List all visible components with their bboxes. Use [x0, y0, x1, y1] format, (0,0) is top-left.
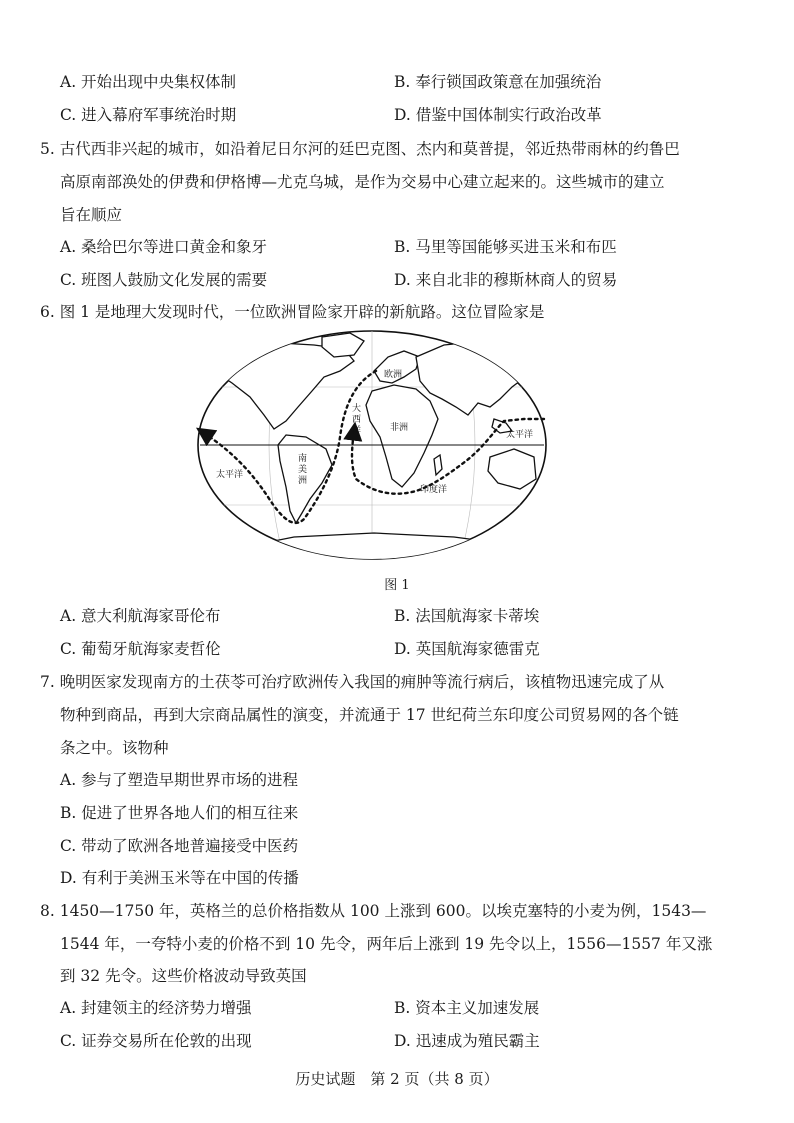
map-label-atlantic-1: 大: [352, 404, 362, 414]
q5-option-d: D. 来自北非的穆斯林商人的贸易: [394, 271, 618, 289]
q6-option-b: B. 法国航海家卡蒂埃: [394, 607, 540, 625]
figure-caption: 图 1: [384, 578, 410, 593]
q8-stem-line-1: 8. 1450—1750 年，英格兰的总价格指数从 100 上涨到 600。以埃克塞特的小麦为例，1543—: [40, 902, 707, 920]
map-label-indian-ocean: 印度洋: [420, 485, 448, 495]
q7-stem-line-3: 条之中。该物种: [60, 739, 169, 757]
q8-option-c: C. 证券交易所在伦敦的出现: [60, 1032, 252, 1050]
q7-option-d: D. 有利于美洲玉米等在中国的传播: [60, 869, 299, 887]
q4-option-c: C. 进入幕府军事统治时期: [60, 106, 237, 124]
map-label-atlantic-2: 西: [352, 415, 362, 425]
q5-option-b: B. 马里等国能够买进玉米和布匹: [394, 238, 617, 256]
q4-option-d: D. 借鉴中国体制实行政治改革: [394, 106, 602, 124]
q8-stem-line-2: 1544 年，一夸特小麦的价格不到 10 先令，两年后上涨到 19 先令以上，1556—1557 年又涨: [60, 935, 713, 953]
q5-stem-line-2: 高原南部涣处的伊费和伊格博—尤克乌城，是作为交易中心建立起来的。这些城市的建立: [60, 173, 665, 191]
q8-option-b: B. 资本主义加速发展: [394, 999, 540, 1017]
q4-option-a: A. 开始出现中央集权体制: [60, 73, 237, 91]
page-footer: 历史试题 第 2 页（共 8 页）: [295, 1070, 499, 1088]
q6-option-c: C. 葡萄牙航海家麦哲伦: [60, 640, 221, 658]
map-label-africa: 非洲: [390, 423, 409, 433]
q7-option-b: B. 促进了世界各地人们的相互往来: [60, 804, 299, 822]
q8-option-a: A. 封建领主的经济势力增强: [60, 999, 252, 1017]
q8-option-d: D. 迅速成为殖民霸主: [394, 1032, 540, 1050]
q7-stem-line-2: 物种到商品，再到大宗商品属性的演变，并流通于 17 世纪荷兰东印度公司贸易网的各个链: [60, 706, 679, 724]
q5-option-c: C. 班图人鼓励文化发展的需要: [60, 271, 268, 289]
map-label-europe: 欧洲: [384, 370, 403, 380]
map-label-south-america-2: 美: [298, 465, 308, 475]
map-label-pacific-right: 太平洋: [506, 430, 534, 440]
q4-option-b: B. 奉行锁国政策意在加强统治: [394, 73, 602, 91]
world-map-figure: [194, 327, 554, 567]
map-label-south-america-1: 南: [298, 454, 308, 464]
map-label-south-america-3: 洲: [298, 476, 308, 486]
q8-stem-line-3: 到 32 先令。这些价格波动导致英国: [60, 967, 307, 985]
q7-option-c: C. 带动了欧洲各地普遍接受中医药: [60, 837, 299, 855]
q6-stem: 6. 图 1 是地理大发现时代，一位欧洲冒险家开辟的新航路。这位冒险家是: [40, 303, 545, 321]
q5-option-a: A. 桑给巴尔等进口黄金和象牙: [60, 238, 268, 256]
q5-stem-line-3: 旨在顺应: [60, 206, 123, 224]
q7-option-a: A. 参与了塑造早期世界市场的进程: [60, 771, 299, 789]
q6-option-d: D. 英国航海家德雷克: [394, 640, 540, 658]
q7-stem-line-1: 7. 晚明医家发现南方的土茯苓可治疗欧洲传入我国的痈肿等流行病后，该植物迅速完成了从: [40, 673, 665, 691]
q6-option-a: A. 意大利航海家哥伦布: [60, 607, 221, 625]
q5-stem-line-1: 5. 古代西非兴起的城市，如沿着尼日尔河的廷巴克图、杰内和莫普提，邻近热带雨林的约鲁巴: [40, 140, 680, 158]
map-label-atlantic-3: 洋: [352, 426, 362, 436]
map-label-pacific-left: 太平洋: [216, 470, 244, 480]
